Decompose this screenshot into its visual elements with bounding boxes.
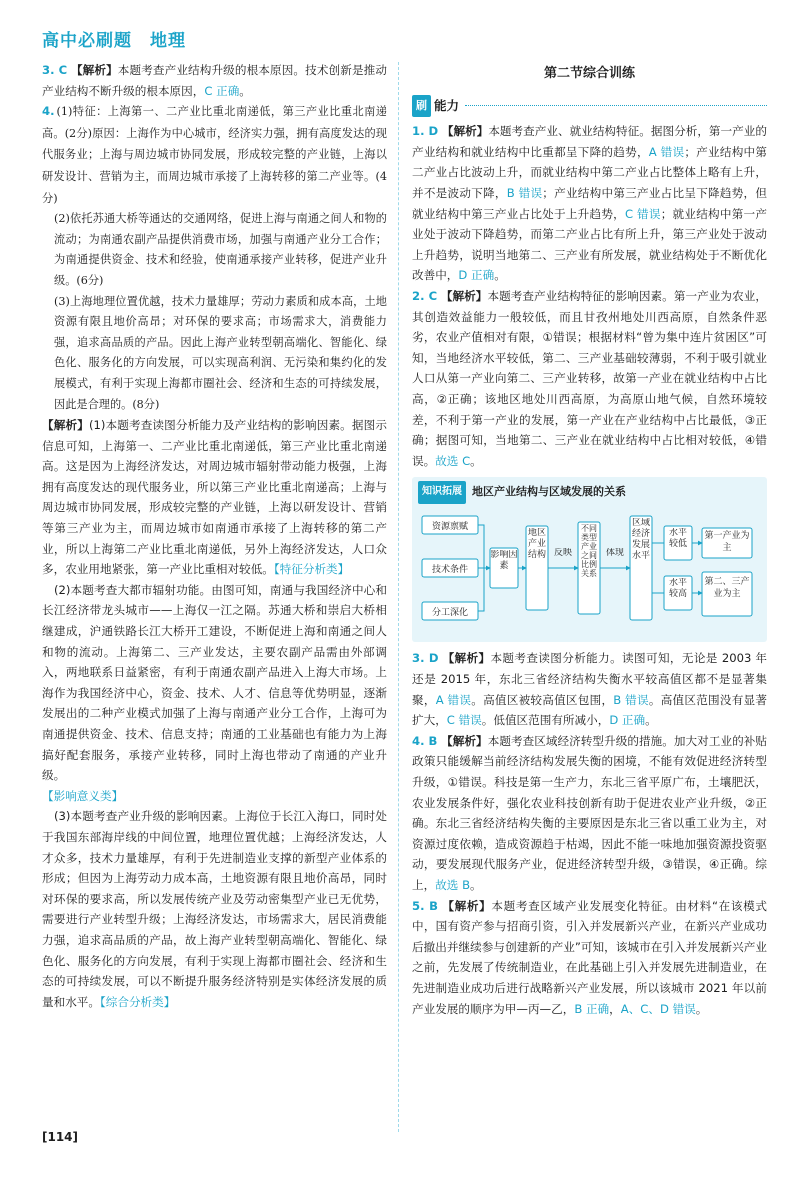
label-development-level: 区域经济发展水平 (632, 517, 650, 561)
explanation-text: (2)本题考查大都市辐射功能。由图可知，南通与我国经济中心和长江经济带龙头城市——上海仅一江之隔。苏通大桥和崇启大桥相继建成，沪通铁路长江大桥开工建设，不断促进上海和南通之间人和物的流动。上海第二、三产业发达，主要农副产品需由外部调入，两地联系日益紧密，有利于南通农副产品进入上海大市场。上海作为我国经济中心，资金、技术、人才、信息等优势明显，逐渐发展出的二种产业模式加强了上海与南通产业分工合作，上海可为南通提供资金、技术、信息支持；南通的工业基础也有能力为上海搞好配套服务，承接产业转移，同时上海也带动了南通的产业升级。 (42, 582, 387, 783)
answer-part-1: (1)特征：上海第一、二产业比重北南递低，第三产业比重北南递高。(2分)原因：上海作为中心城市，经济实力强，拥有高度发达的现代服务业；上海与周边城市协同发展，形成较完整的产业链，上海以研发设计、营销为主，而周边城市承接了上海转移的第二产业等。(4分) (42, 105, 387, 205)
book-title: 高中必刷题 地理 (42, 31, 186, 51)
page-header (42, 26, 186, 56)
choice-mark: 故选 B (435, 878, 471, 892)
wrong-mark: B 错误 (613, 692, 649, 707)
correct-mark: C 正确 (204, 83, 240, 98)
explanation-3 (42, 806, 387, 1012)
extension-header (418, 481, 761, 504)
wrong-mark: A 错误 (648, 144, 685, 159)
category-label: 【综合分析类】 (99, 994, 176, 1009)
column-divider (398, 62, 399, 1132)
answer-part-3: (3)上海地理位置优越，技术力量雄厚；劳动力素质和成本高，土地资源有限且地价高昂；对环保的要求高；市场需求大，消费能力强，追求高品质的产品。因此上海产业转型朝高端化、智能化、绿色化、服务化的方向发展，可以实现高利润、无污染和集约化的发展模式，有利于实现上海都市圈社会、经济和生态的可持续发展，因此是合理的。(8分) (54, 294, 387, 411)
answer-5-right: 5. B 【解析】本题考查区域产业发展变化特征。由材料“在该模式中，国有资产参与招商引资，引入并发展新兴产业，在新兴产业成功后撤出并继续参与创建新的产业”可知，该城市在引入并发展新兴产业之前，先发展了传统制造业，在此基础上引入并发展先进制造业，在先进制造业成功后进行战略新兴产业发展，所以该城市 2021 年以前产业发展的顺序为甲—丙—乙，B 正确，A、C、D 错误。 (412, 898, 768, 1016)
answer-4-right: 4. B 【解析】本题考查区域经济转型升级的措施。加大对工业的补贴政策只能缓解当前经济结构发展失衡的困境，不能有效促进经济转型升级，①错误。科技是第一生产力，东北三省平原广布，土壤肥沃，农业发展条件好，强化农业科技创新有助于促进农业产业升级，②正确。东北三省经济结构失衡的主要原因是东北三省以重工业为主，对资源过度依赖，造成资源趋于枯竭，因此不能一味地加强资源投资驱动，要发展现代服务产业，促进经济转型升级，③错误，④正确。综上，故选 B。 (412, 733, 767, 892)
answer-3-right: 3. D 【解析】本题考查读图分析能力。读图可知，无论是 2003 年还是 2015 年，东北三省经济结构失衡水平较高值区都不是显著集聚，A 错误。高值区被较高值区包围，B 错误。高值区范围没有显著扩大，C 错误。低值区范围有所减小，D 正确。 (412, 651, 767, 728)
answer-2: 2. C 【解析】本题考查产业结构特征的影响因素。第一产业为农业，其创造效益能力一般较低，而且甘孜州地处川西高原，自然条件恶劣，农业产值相对有限，①错误；根据材料“曾为集中连片贫困区”可知，当地经济水平较低，第二、三产业基础较薄弱，不利于吸引就业人口从第一产业向第二、三产业转移，故第一产业在就业结构中占比高，②正确；该地区地处川西高原，为高原山地气候，自然环境较差，不利于第一产业的发展，第一产业在产业结构中占比最低，③正确；据图可知，当地第二、三产业在就业结构中占比相对较低，④错误。故选 C。 (412, 288, 767, 468)
wrong-mark: A、C、D 错误 (620, 1001, 696, 1016)
wrong-mark: C 错误 (625, 206, 661, 221)
explanation-2 (42, 580, 387, 807)
analysis-tag: 【解析】 (441, 733, 488, 748)
analysis-tag: 【解析】 (442, 898, 492, 913)
wrong-mark: A 错误 (435, 692, 472, 707)
knowledge-extension-box (412, 477, 767, 642)
question-number: 4. (42, 104, 55, 119)
explanation-text: (3)本题考查产业升级的影响因素。上海位于长江入海口，同时处于我国东部海岸线的中间位置，地理位置优越；上海经济发达，人才众多，技术力量雄厚，有利于先进制造业支撑的新型产业体系的形成；但因为上海劳动力成本高，土地资源有限且地价高昂，同时对环保的要求高，所以发展传统产业及劳动密集型产业已无优势，需要进行产业转型升级；上海经济发达，市场需求大，居民消费能力强，追求高品质的产品，故上海产业转型朝高端化、智能化、绿色化、服务化的方向发展，有利于实现上海都市圈社会、经济和生态的可持续发展，可以不断提升服务经济特别是实体经济发展的质量和水平。 (42, 809, 387, 1009)
question-number: 3. D (412, 651, 439, 666)
brush-badge: 刷 (412, 95, 431, 118)
label-reflect: 反映 (554, 547, 572, 558)
relationship-diagram (418, 508, 758, 628)
extension-title: 地区产业结构与区域发展的关系 (472, 485, 626, 499)
answer-3: 3. C 【解析】本题考查产业结构升级的根本原因。技术创新是推动产业结构不断升级的根本原因，C 正确。 (42, 63, 387, 98)
question-number: 5. B (412, 898, 439, 913)
question-number: 2. C (412, 288, 438, 303)
explanation-1 (42, 415, 387, 580)
analysis-tag: 【解析】 (70, 63, 118, 77)
explanation-text: (1)本题考查读图分析能力及产业结构的影响因素。据图示信息可知，上海第一、二产业比重北南递低，第三产业比重北南递高。这是因为上海经济发达，对周边城市辐射带动能力极强，上海拥有高度发达的现代服务业，所以第三产业比重北南递高；上海与周边城市协同发展，形成较完整的产业链，上海以研发设计、营销等第三产业为主，而周边城市如南通市承接了上海转移的第二产业，所以上海第二产业比重北南递低，另外上海经济发达，人口众多，农业用地紧张，第一产业比重相对较低。 (42, 418, 387, 577)
label-primary: 第一产业为主 (704, 530, 750, 553)
label-low-level: 水平较低 (668, 527, 687, 549)
dotted-rule (465, 105, 767, 106)
correct-mark: D 正确 (458, 268, 495, 283)
label-industry-structure: 地区产业结构 (528, 527, 546, 560)
section-title: 第二节综合训练 (543, 66, 635, 81)
wrong-mark: C 错误 (446, 713, 482, 728)
label-ratio: 不同类型产业之间比例关系 (581, 523, 597, 578)
label-factor: 影响因素 (490, 549, 518, 571)
left-column (42, 60, 387, 1012)
question-number: 3. C (42, 63, 68, 77)
label-division: 分工深化 (431, 607, 469, 618)
label-secondary-tertiary: 第二、三产业为主 (704, 576, 750, 599)
label-high-level: 水平较高 (668, 577, 687, 599)
wrong-mark: B 错误 (506, 185, 543, 200)
question-number: 1. D (412, 124, 439, 139)
category-label: 【特征分析类】 (273, 562, 350, 577)
analysis-text: 本题考查产业结构升级的根本原因。技术创新是推动产业结构不断升级的根本原因， (42, 63, 387, 98)
answer-part-2: (2)依托苏通大桥等通达的交通网络，促进上海与南通之间人和物的流动；为南通农副产品提供消费市场，加强与南通产业分工合作；为南通提供资金、技术和经验，使南通承接产业转移，促进产业升级。(6分) (54, 212, 387, 287)
answer-4 (42, 101, 387, 209)
analysis-tag: 【解析】 (442, 651, 491, 666)
question-number: 4. B (412, 733, 438, 748)
correct-mark: B 正确 (574, 1001, 610, 1016)
extension-badge: 知识拓展 (418, 481, 466, 504)
label-technology: 技术条件 (431, 564, 469, 575)
page-number: [114] (42, 1130, 79, 1144)
analysis-tag: 【解析】 (441, 124, 489, 139)
ability-label: 能力 (434, 97, 460, 113)
ability-subheader (412, 95, 767, 118)
correct-mark: D 正确 (609, 713, 646, 728)
label-resource: 资源禀赋 (431, 521, 469, 532)
category-label: 【影响意义类】 (42, 788, 124, 803)
analysis-tag: 【解析】 (42, 418, 89, 433)
answer-1: 1. D 【解析】本题考查产业、就业结构特征。据图分析，第一产业的产业结构和就业结构中比重都呈下降的趋势，A 错误；产业结构中第二产业占比波动上升，而就业结构中第二产业占比整体上略有上升，并不是波动下降，B 错误；产业结构中第三产业占比呈下降趋势，但就业结构中第三产业占比处于上升趋势，C 错误；就业结构中第一产业处于波动下降趋势，而第二产业占比有所上升，第三产业处于波动上升趋势，说明当地第二、三产业有所发展，就业结构处于不断优化改善中，D 正确。 (412, 124, 767, 283)
analysis-tag: 【解析】 (440, 288, 488, 303)
choice-mark: 故选 C (435, 453, 471, 468)
label-embody: 体现 (606, 547, 624, 558)
right-column (412, 60, 767, 1019)
